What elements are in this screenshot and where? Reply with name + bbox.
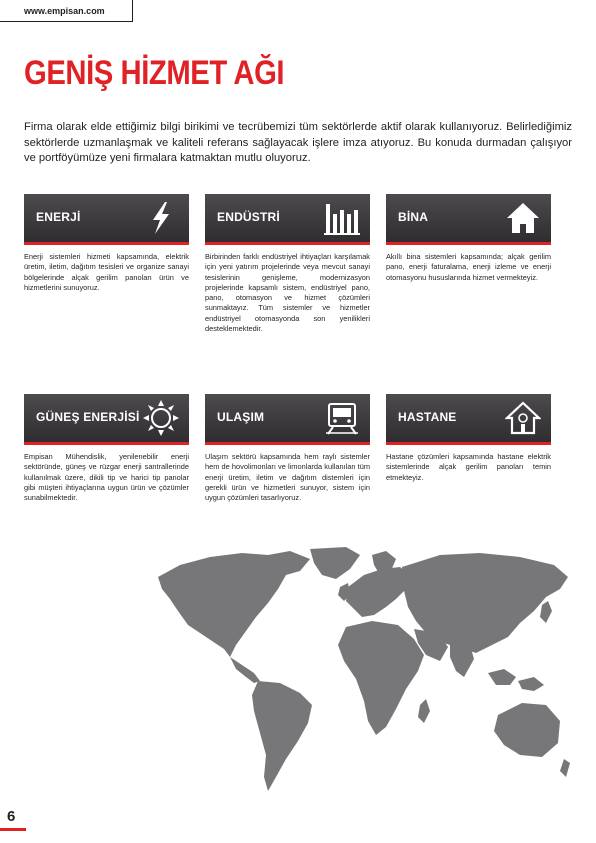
- card-label: ENDÜSTRİ: [217, 210, 280, 224]
- card-divider: [205, 242, 370, 245]
- page-title: GENİŞ HİZMET AĞI: [24, 54, 285, 92]
- website-url-box: [0, 0, 133, 22]
- card-building: [386, 194, 551, 283]
- card-description: Empisan Mühendislik, yenilenebilir enerji sektöründe, güneş ve rüzgar enerji santrallerinde kullanılmak üzere, dikili tip ve harici tip panolar gibi müşteri ihtiyaçlarına uygun ürün ve çözümler sunabilmektedir.: [24, 452, 189, 503]
- card-hospital: [386, 394, 551, 483]
- card-description: Enerji sistemleri hizmeti kapsamında, elektrik üretim, iletim, dağıtım tesisleri ve organize sanayi bölgelerinde alçak gerilim panoları ürün ve hizmetlerini sunuyoruz.: [24, 252, 189, 292]
- card-label: HASTANE: [398, 410, 457, 424]
- card-label: ENERJİ: [36, 210, 81, 224]
- page-number: 6: [7, 808, 16, 825]
- card-energy: [24, 194, 189, 293]
- card-divider: [386, 242, 551, 245]
- card-solar: [24, 394, 189, 503]
- hospital-icon: [505, 400, 541, 436]
- page-number-underline: [0, 828, 26, 831]
- card-transport: [205, 394, 370, 503]
- card-header: [205, 194, 370, 242]
- house-icon: [505, 200, 541, 236]
- world-map-image: [150, 545, 570, 805]
- card-label: BİNA: [398, 210, 429, 224]
- card-divider: [24, 242, 189, 245]
- card-header: [386, 194, 551, 242]
- intro-paragraph: Firma olarak elde ettiğimiz bilgi birikimi ve tecrübemizi tüm sektörlerde aktif olarak kullanıyoruz. Belirlediğimiz sektörlerde uzmanlaşmak ve kaliteli referans sağlayacak işlere imza atıyoruz. Bu konuda durmadan çalışıyor ve portföyümüze yeni firmalara katmaktan mutlu oluyoruz.: [24, 121, 572, 164]
- card-divider: [24, 442, 189, 445]
- card-description: Akıllı bina sistemleri kapsamında; alçak gerilim pano, enerji faturalama, enerji izleme ve enerji otomasyonu hususlarında hizmet vermekteyiz.: [386, 252, 551, 282]
- website-url: www.empisan.com: [24, 6, 105, 16]
- industry-bars-icon: [324, 200, 360, 236]
- lightning-icon: [143, 200, 179, 236]
- card-header: [24, 394, 189, 442]
- card-header: [205, 394, 370, 442]
- card-label: GÜNEŞ ENERJİSİ: [36, 410, 140, 424]
- card-divider: [386, 442, 551, 445]
- card-divider: [205, 442, 370, 445]
- card-description: Ulaşım sektörü kapsamında hem raylı sistemler hem de hovolimonları ve limonlarda kullanılan tüm enerji üretim, iletim ve dağıtım distemleri için gerekli ürün ve hizmetleri sunuyor, sistem için uygun çözümleri tasarlıyoruz.: [205, 452, 370, 503]
- card-header: [386, 394, 551, 442]
- card-description: Birbirinden farklı endüstriyel ihtiyaçları karşılamak için yeni yatırım projelerinde veya mevcut sanayi tesislerinin genişleme, modernizasyon projelerinde kapsamlı sistem, endüstriyel pano, pano, otomasyon ve hizmet çözümleri sunmaktayız. Tüm sistemler ve hizmetler endüstriyel otomasyonda son yenilikleri desteklemektedir.: [205, 252, 370, 334]
- card-description: Hastane çözümleri kapsamında hastane elektrik sistemlerinde alçak gerilim panoları temin etmekteyiz.: [386, 452, 551, 482]
- card-label: ULAŞIM: [217, 410, 265, 424]
- train-icon: [324, 400, 360, 436]
- card-header: [24, 194, 189, 242]
- card-industry: [205, 194, 370, 334]
- sun-icon: [143, 400, 179, 436]
